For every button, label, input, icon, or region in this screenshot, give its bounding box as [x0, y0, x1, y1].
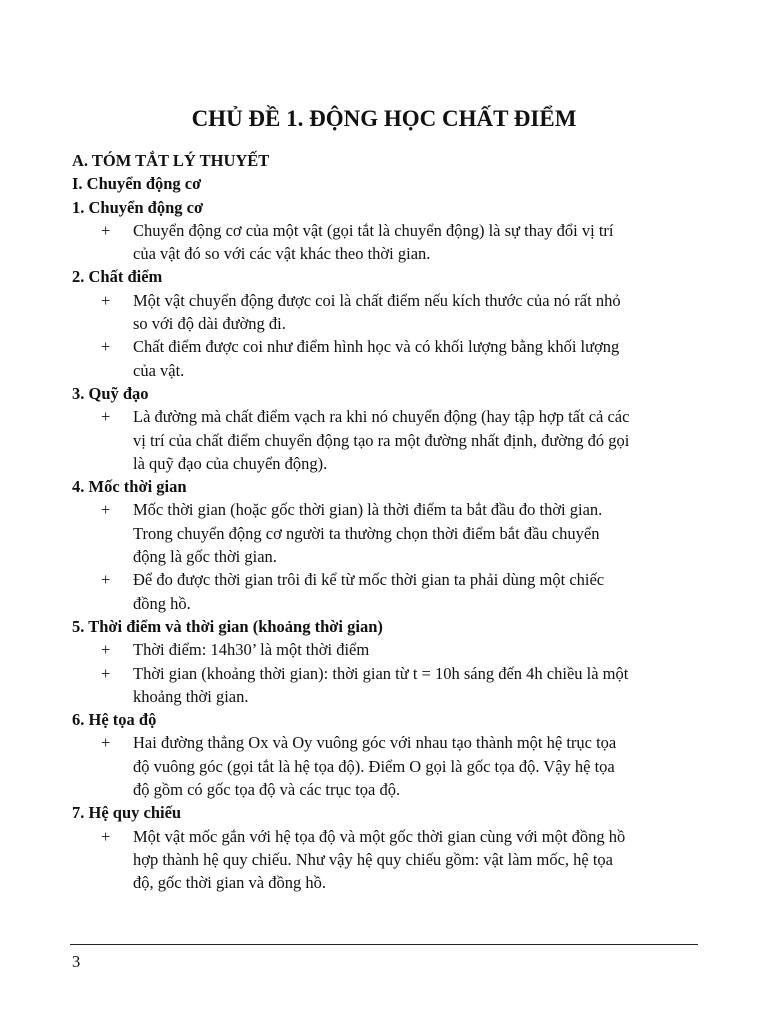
subsection-heading: 1. Chuyển động cơ — [72, 197, 204, 217]
subsection — [72, 615, 702, 708]
text-line: Thời gian (khoảng thời gian): thời gian từ t = 10h sáng đến 4h chiều là một — [133, 663, 629, 683]
subsection-heading: 5. Thời điểm và thời gian (khoảng thời gian) — [72, 616, 383, 636]
bullet-marker: + — [101, 663, 111, 683]
bullet-marker: + — [101, 407, 111, 427]
page-title: CHỦ ĐỀ 1. ĐỘNG HỌC CHẤT ĐIỂM — [191, 106, 577, 131]
bullet-item — [72, 219, 702, 266]
text-line: so với độ dài đường đi. — [133, 314, 286, 334]
document-body — [72, 149, 702, 895]
subsection-heading: 2. Chất điểm — [72, 267, 163, 287]
text-line: hợp thành hệ quy chiếu. Như vậy hệ quy chiếu gồm: vật làm mốc, hệ tọa — [133, 849, 614, 869]
bullet-item — [72, 498, 702, 568]
bullet-item — [72, 825, 702, 895]
text-line: Một vật mốc gắn với hệ tọa độ và một gốc thời gian cùng với một đồng hồ — [133, 826, 626, 846]
text-line: vị trí của chất điểm chuyển động tạo ra một đường nhất định, đường đó gọi — [133, 430, 630, 450]
text-line: độ vuông góc (gọi tắt là hệ tọa độ). Điểm O gọi là gốc tọa độ. Vậy hệ tọa — [133, 756, 615, 776]
text-line: Chuyển động cơ của một vật (gọi tắt là chuyển động) là sự thay đổi vị trí — [133, 220, 614, 240]
text-line: đồng hồ. — [133, 593, 191, 613]
bullet-item — [72, 638, 702, 661]
text-line: độ gồm có gốc tọa độ và các trục tọa độ. — [133, 780, 401, 800]
text-line: động là gốc thời gian. — [133, 547, 277, 567]
text-line: khoảng thời gian. — [133, 686, 249, 706]
subsection-heading: 3. Quỹ đạo — [72, 383, 149, 403]
text-line: của vật đó so với các vật khác theo thời gian. — [133, 244, 431, 264]
footer-divider — [70, 944, 698, 945]
text-line: Chất điểm được coi như điểm hình học và có khối lượng bằng khối lượng — [133, 337, 620, 357]
subsection — [72, 801, 702, 894]
bullet-item — [72, 662, 702, 709]
part-heading: A. TÓM TẮT LÝ THUYẾT — [72, 151, 270, 170]
text-line: Trong chuyển động cơ người ta thường chọn thời điểm bắt đầu chuyển — [133, 523, 600, 543]
subsection — [72, 265, 702, 381]
subsection-heading: 7. Hệ quy chiếu — [72, 803, 182, 823]
text-line: của vật. — [133, 360, 185, 380]
bullet-marker: + — [101, 570, 111, 590]
section-heading: I. Chuyển động cơ — [72, 174, 202, 194]
bullet-marker: + — [101, 733, 111, 753]
text-line: Để đo được thời gian trôi đi kể từ mốc thời gian ta phải dùng một chiếc — [133, 570, 605, 590]
bullet-item — [72, 731, 702, 801]
text-line: độ, gốc thời gian và đồng hồ. — [133, 873, 326, 893]
bullet-item — [72, 568, 702, 615]
bullet-item — [72, 289, 702, 336]
text-line: Mốc thời gian (hoặc gốc thời gian) là thời điểm ta bắt đầu đo thời gian. — [133, 500, 603, 520]
text-line: Là đường mà chất điểm vạch ra khi nó chuyển động (hay tập hợp tất cả các — [133, 407, 630, 427]
bullet-marker: + — [101, 337, 111, 357]
subsection — [72, 475, 702, 615]
subsection — [72, 196, 702, 266]
bullet-item — [72, 405, 702, 475]
bullet-marker: + — [101, 500, 111, 520]
bullet-marker: + — [101, 826, 111, 846]
text-line: Hai đường thẳng Ox và Oy vuông góc với nhau tạo thành một hệ trục tọa — [133, 733, 617, 753]
bullet-marker: + — [101, 220, 111, 240]
bullet-marker: + — [101, 290, 111, 310]
page-number: 3 — [72, 952, 81, 971]
subsection — [72, 382, 702, 475]
text-line: Thời điểm: 14h30’ là một thời điểm — [133, 640, 370, 660]
bullet-item — [72, 335, 702, 382]
subsection — [72, 708, 702, 801]
subsection-heading: 6. Hệ tọa độ — [72, 710, 157, 730]
bullet-marker: + — [101, 640, 111, 660]
text-line: Một vật chuyển động được coi là chất điểm nếu kích thước của nó rất nhỏ — [133, 290, 621, 310]
text-line: là quỹ đạo của chuyển động). — [133, 453, 328, 473]
subsection-heading: 4. Mốc thời gian — [72, 477, 187, 497]
